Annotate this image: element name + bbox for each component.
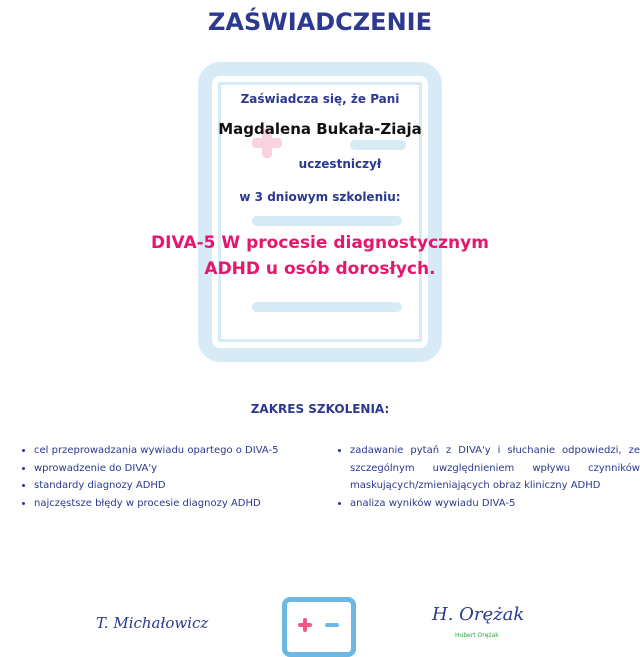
logo-icon bbox=[282, 597, 356, 657]
signature-right: H. Orężak bbox=[432, 604, 525, 625]
deco-bar bbox=[252, 216, 402, 226]
scope-list-left bbox=[20, 442, 334, 512]
signature-caption: Hubert Orężak bbox=[455, 632, 499, 639]
list-item: • najczęstsze błędy w procesie diagnozy ADHD bbox=[34, 495, 334, 513]
list-item: • analiza wyników wywiadu DIVA-5 bbox=[350, 495, 640, 513]
scope-list-right bbox=[336, 442, 640, 512]
minus-bar bbox=[350, 140, 406, 150]
page-title: ZAŚWIADCZENIE bbox=[208, 8, 432, 36]
deco-bar bbox=[252, 302, 402, 312]
intro-text: Zaświadcza się, że Pani bbox=[240, 92, 400, 106]
course-title-line: DIVA-5 W procesie diagnostycznym bbox=[151, 233, 489, 253]
training-text: w 3 dniowym szkoleniu: bbox=[239, 190, 401, 204]
list-item: • wprowadzenie do DIVA'y bbox=[34, 460, 334, 478]
list-item: • zadawanie pytań z DIVA'y i słuchanie odpowiedzi, ze szczególnym uwzględnieniem wpływu czynników maskujących/zmieniających obraz kliniczny ADHD bbox=[350, 442, 640, 495]
course-title bbox=[0, 230, 640, 282]
participated-text: uczestniczył bbox=[298, 157, 382, 171]
list-item: • standardy diagnozy ADHD bbox=[34, 477, 334, 495]
scope-heading: ZAKRES SZKOLENIA: bbox=[250, 402, 390, 416]
list-item: • cel przeprowadzania wywiadu opartego o DIVA-5 bbox=[34, 442, 334, 460]
participant-name: Magdalena Bukała-Ziaja bbox=[218, 120, 422, 138]
signature-left: T. Michałowicz bbox=[96, 614, 209, 632]
course-title-line: ADHD u osób dorosłych. bbox=[204, 259, 436, 279]
